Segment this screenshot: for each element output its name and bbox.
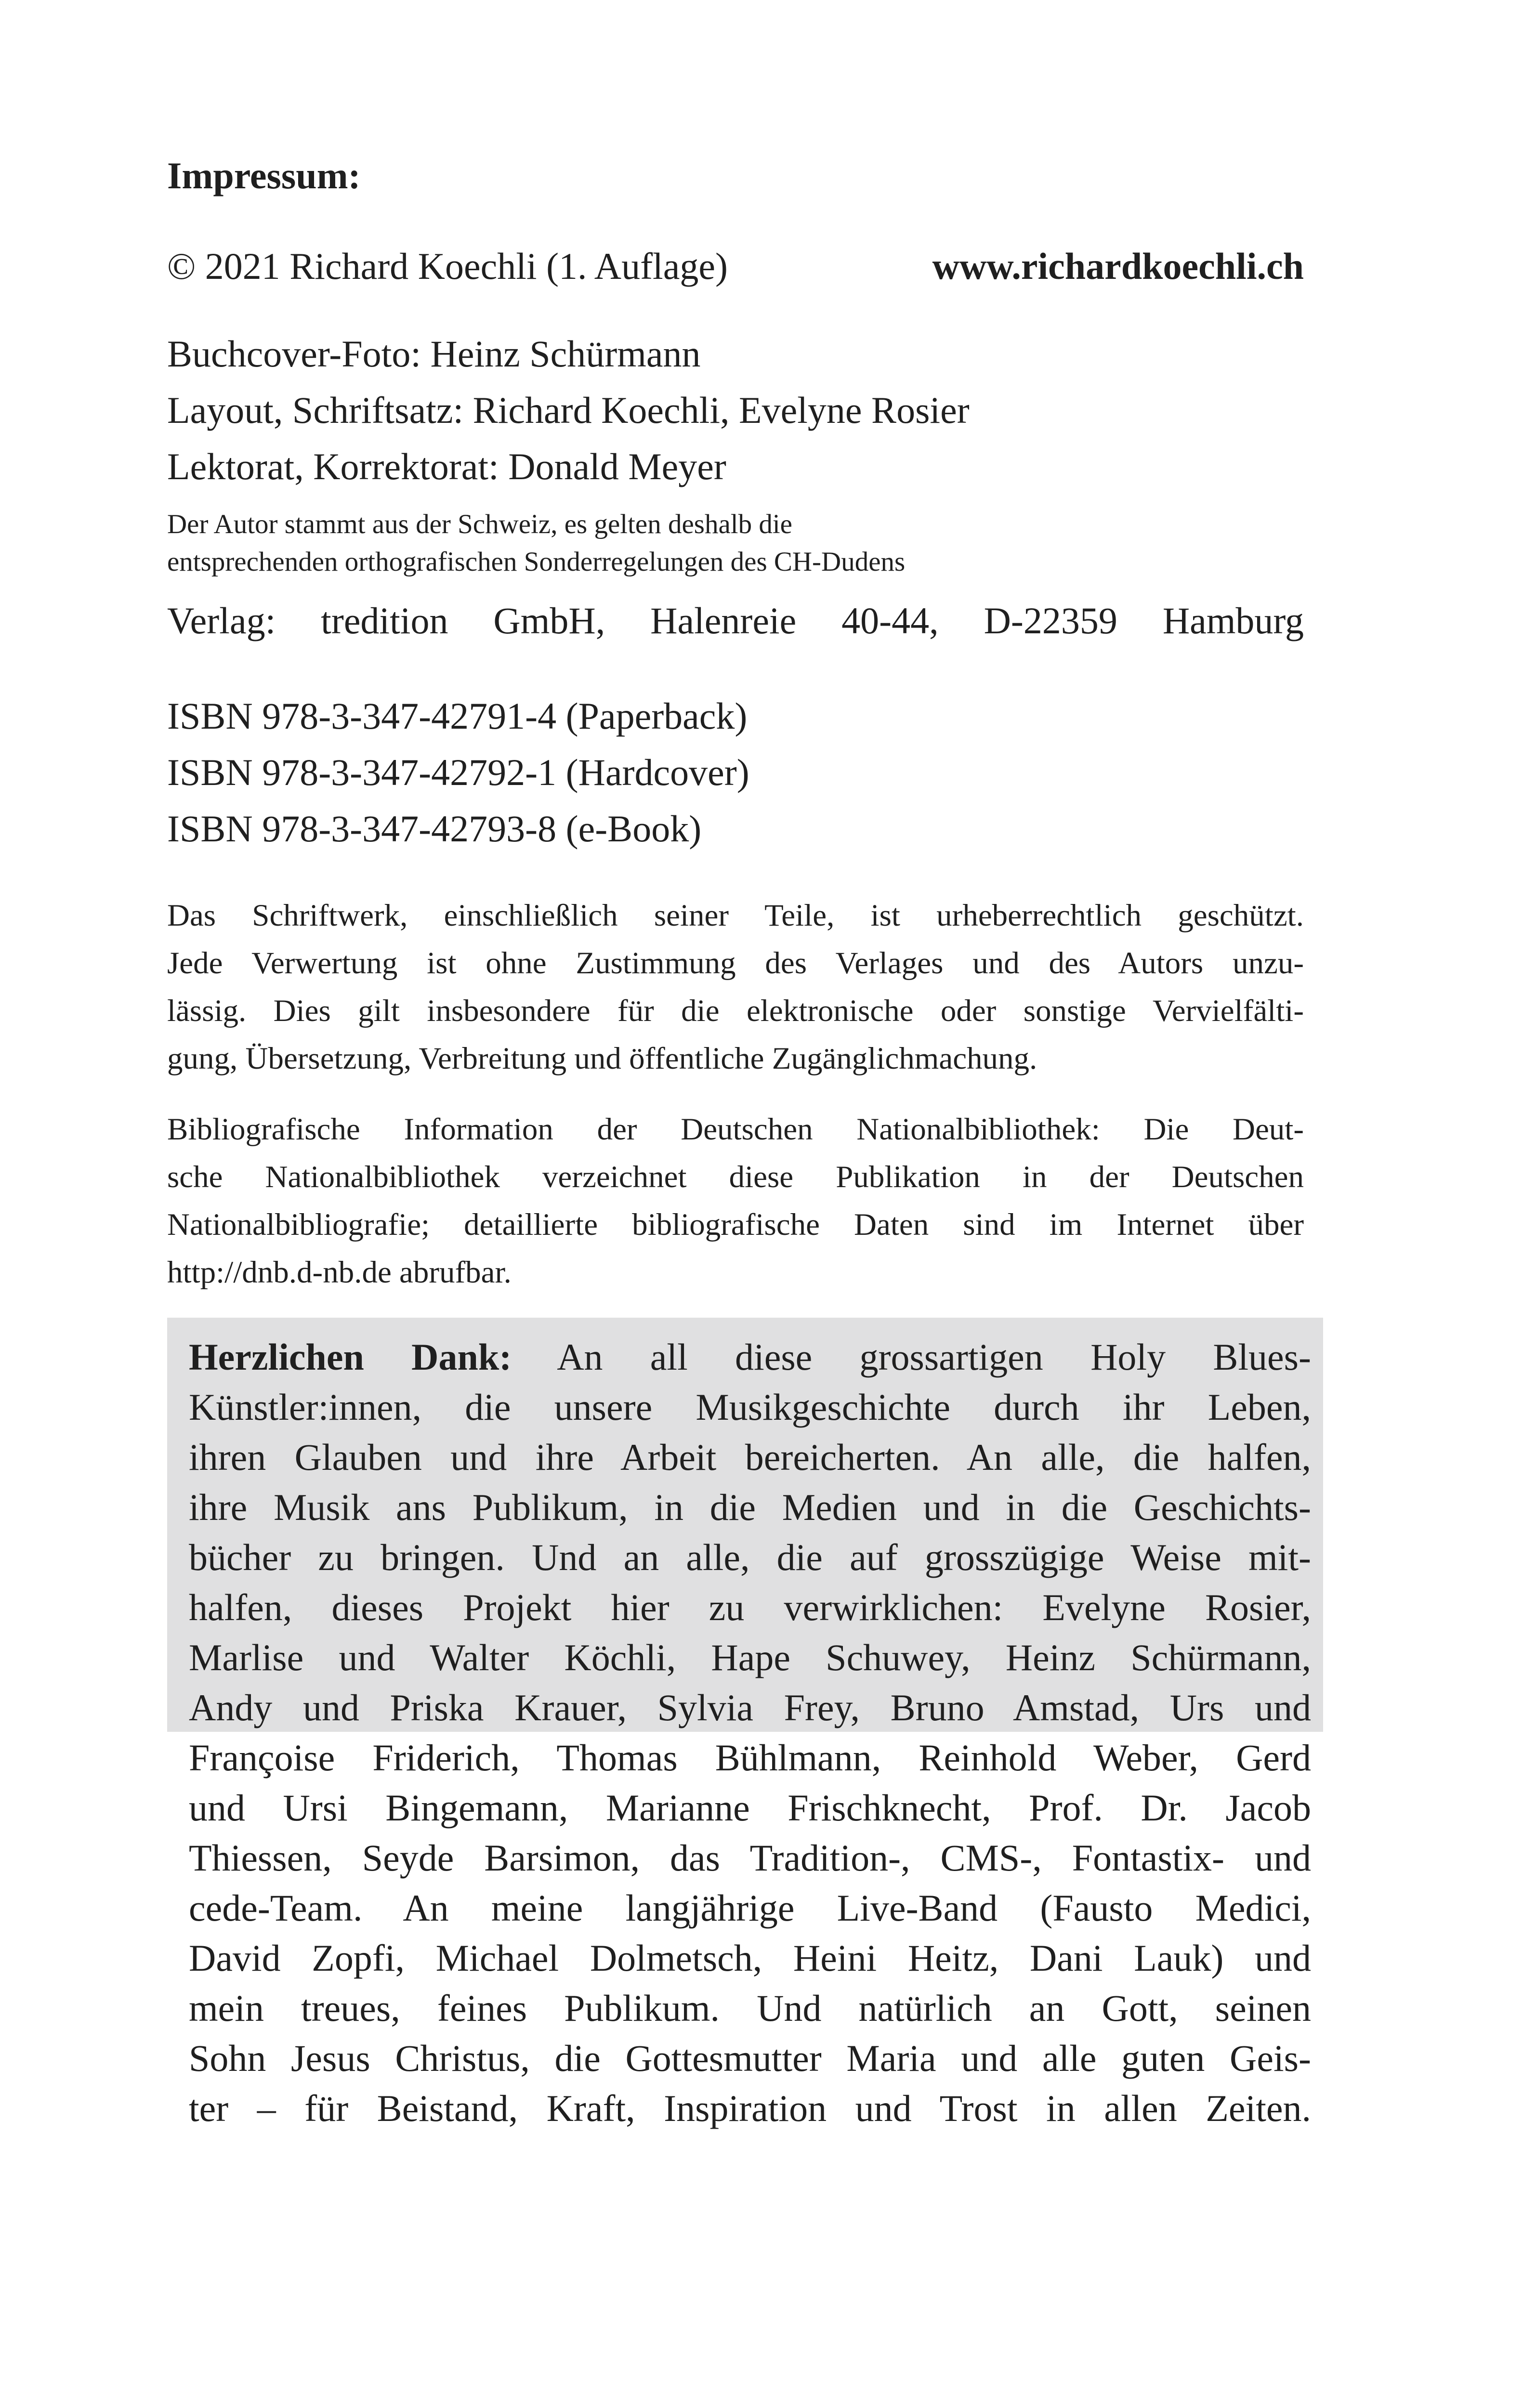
legal-line: lässig. Dies gilt insbesondere für die elektronische oder sonstige Vervielfälti- bbox=[167, 994, 1304, 1028]
thanks-line: und Ursi Bingemann, Marianne Frischknecht, Prof. Dr. Jacob bbox=[189, 1787, 1311, 1829]
thanks-line: David Zopfi, Michael Dolmetsch, Heini Heitz, Dani Lauk) und bbox=[189, 1937, 1311, 1979]
thanks-line: cede-Team. An meine langjährige Live-Band (Fausto Medici, bbox=[189, 1887, 1311, 1929]
copyright-notice: © 2021 Richard Koechli (1. Auflage) bbox=[167, 245, 728, 287]
thanks-line: ter – für Beistand, Kraft, Inspiration und Trost in allen Zeiten. bbox=[189, 2087, 1311, 2129]
copyright-legal-notice bbox=[167, 892, 1304, 1083]
author-website: www.richardkoechli.ch bbox=[932, 245, 1304, 287]
bib-line: Nationalbibliografie; detaillierte bibliografische Daten sind im Internet über bbox=[167, 1207, 1304, 1242]
legal-line: Das Schriftwerk, einschließlich seiner Teile, ist urheberrechtlich geschützt. bbox=[167, 898, 1304, 933]
isbn-hardcover: ISBN 978-3-347-42792-1 (Hardcover) bbox=[167, 751, 749, 793]
orthography-note-line: Der Autor stammt aus der Schweiz, es gelten deshalb die bbox=[167, 509, 792, 539]
thanks-line: Françoise Friderich, Thomas Bühlmann, Reinhold Weber, Gerd bbox=[189, 1737, 1311, 1779]
isbn-paperback: ISBN 978-3-347-42791-4 (Paperback) bbox=[167, 695, 748, 737]
legal-line: gung, Übersetzung, Verbreitung und öffentliche Zugänglichmachung. bbox=[167, 1041, 1037, 1076]
thanks-first-line: An all diese grossartigen Holy Blues- bbox=[557, 1336, 1311, 1378]
thanks-line bbox=[189, 1332, 1311, 1382]
bib-line: Bibliografische Information der Deutschen Nationalbibliothek: Die Deut- bbox=[167, 1112, 1304, 1147]
thanks-line: Künstler:innen, die unsere Musikgeschichte durch ihr Leben, bbox=[189, 1386, 1311, 1428]
legal-line: Jede Verwertung ist ohne Zustimmung des Verlages und des Autors unzu- bbox=[167, 946, 1304, 981]
thanks-line: ihren Glauben und ihre Arbeit bereicherten. An alle, die halfen, bbox=[189, 1436, 1311, 1478]
bibliographic-information bbox=[167, 1106, 1304, 1296]
thanks-line: Sohn Jesus Christus, die Gottesmutter Maria und alle guten Geis- bbox=[189, 2037, 1311, 2079]
thanks-line: Marlise und Walter Köchli, Hape Schuwey, Heinz Schürmann, bbox=[189, 1636, 1311, 1678]
bib-line: sche Nationalbibliothek verzeichnet diese Publikation in der Deutschen bbox=[167, 1160, 1304, 1194]
credit-cover-photo: Buchcover-Foto: Heinz Schürmann bbox=[167, 333, 701, 375]
acknowledgements-text bbox=[189, 1332, 1311, 2133]
thanks-line: halfen, dieses Projekt hier zu verwirklichen: Evelyne Rosier, bbox=[189, 1586, 1311, 1628]
thanks-line: Thiessen, Seyde Barsimon, das Tradition-, CMS-, Fontastix- und bbox=[189, 1837, 1311, 1879]
copyright-line bbox=[167, 245, 1304, 288]
thanks-line: mein treues, feines Publikum. Und natürlich an Gott, seinen bbox=[189, 1987, 1311, 2029]
bib-line: http://dnb.d-nb.de abrufbar. bbox=[167, 1255, 512, 1290]
publisher-line: Verlag: tredition GmbH, Halenreie 40-44, D-22359 Hamburg bbox=[167, 600, 1304, 641]
thanks-line: ihre Musik ans Publikum, in die Medien und in die Geschichts- bbox=[189, 1486, 1311, 1528]
orthography-note-line: entsprechenden orthografischen Sonderregelungen des CH-Dudens bbox=[167, 547, 906, 577]
credit-editing: Lektorat, Korrektorat: Donald Meyer bbox=[167, 445, 726, 487]
thanks-lead: Herzlichen Dank: bbox=[189, 1336, 512, 1378]
imprint-heading: Impressum: bbox=[167, 155, 361, 196]
production-credits bbox=[167, 326, 970, 495]
orthography-note bbox=[167, 506, 905, 581]
isbn-list bbox=[167, 688, 749, 857]
thanks-line: Andy und Priska Krauer, Sylvia Frey, Bruno Amstad, Urs und bbox=[189, 1687, 1311, 1728]
isbn-ebook: ISBN 978-3-347-42793-8 (e-Book) bbox=[167, 808, 702, 850]
credit-layout: Layout, Schriftsatz: Richard Koechli, Evelyne Rosier bbox=[167, 389, 970, 431]
thanks-line: bücher zu bringen. Und an alle, die auf grosszügige Weise mit- bbox=[189, 1536, 1311, 1578]
